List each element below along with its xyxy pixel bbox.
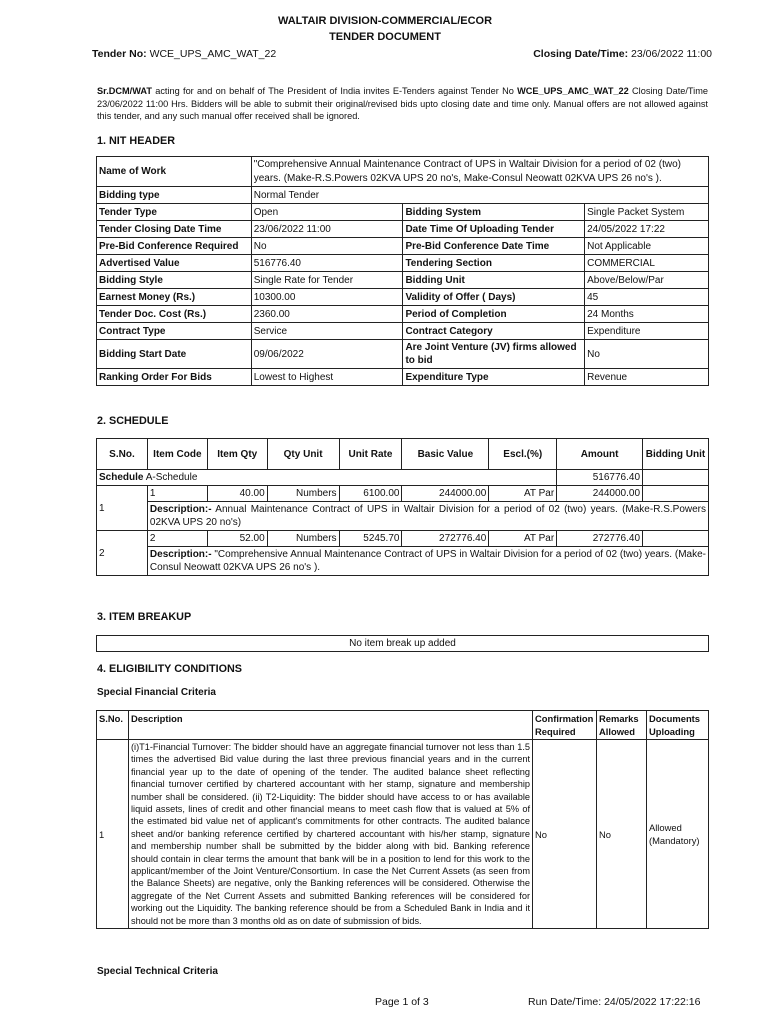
section-heading-schedule: 2. SCHEDULE: [97, 415, 169, 427]
table-row: [97, 531, 709, 547]
intro-text-1: acting for and on behalf of The President of India invites E-Tenders against Tender No: [151, 86, 518, 96]
schedule-name: A-Schedule: [145, 472, 198, 483]
nit-value: 23/06/2022 11:00: [251, 221, 403, 238]
closing-datetime-value: 23/06/2022 11:00: [631, 48, 712, 60]
schedule-table: [96, 438, 709, 576]
item-escalation: AT Par: [489, 531, 557, 547]
intro-paragraph: [97, 85, 708, 123]
nit-label: Date Time Of Uploading Tender: [403, 221, 585, 238]
eligibility-sno: 1: [97, 740, 129, 929]
description-label: Description:-: [149, 549, 212, 560]
nit-value: No: [251, 238, 403, 255]
nit-header-table: [96, 156, 709, 386]
item-breakup-message: No item break up added: [97, 636, 709, 652]
description-label: Description:-: [149, 504, 212, 515]
column-header: Basic Value: [402, 439, 489, 470]
nit-value: Not Applicable: [585, 238, 709, 255]
item-qty: 52.00: [207, 531, 267, 547]
nit-label: Validity of Offer ( Days): [403, 289, 585, 306]
special-financial-criteria-heading: Special Financial Criteria: [97, 687, 216, 698]
nit-label: Period of Completion: [403, 306, 585, 323]
intro-tender: WCE_UPS_AMC_WAT_22: [517, 86, 629, 96]
item-qty: 40.00: [207, 486, 267, 502]
nit-label: Ranking Order For Bids: [97, 369, 252, 386]
table-row: [97, 369, 709, 386]
column-header: Documents Uploading: [646, 711, 708, 740]
nit-value: 516776.40: [251, 255, 403, 272]
run-datetime-label: Run Date/Time:: [528, 996, 602, 1008]
nit-value: Lowest to Highest: [251, 369, 403, 386]
column-header: Amount: [557, 439, 643, 470]
table-header-row: [97, 439, 709, 470]
empty-cell: [643, 470, 709, 486]
table-row: [97, 323, 709, 340]
closing-datetime: [533, 48, 712, 60]
nit-label: Advertised Value: [97, 255, 252, 272]
table-row: [97, 486, 709, 502]
nit-label: Tender Closing Date Time: [97, 221, 252, 238]
nit-label: Earnest Money (Rs.): [97, 289, 252, 306]
tender-number: [92, 48, 276, 60]
nit-label: Pre-Bid Conference Required: [97, 238, 252, 255]
table-row: [97, 636, 709, 652]
intro-text-2: Closing Date/Time 23/06/2022 11:00 Hrs. Bidders will be able to submit their original/revised bids upto closing date and time only. Manual offers are not allowed against this tender, and any such manual offer received shall be ignored.: [97, 86, 708, 121]
nit-label: Bidding Unit: [403, 272, 585, 289]
nit-value: 10300.00: [251, 289, 403, 306]
nit-value: 24/05/2022 17:22: [585, 221, 709, 238]
nit-label: Are Joint Venture (JV) firms allowed to bid: [403, 340, 585, 369]
intro-org: Sr.DCM/WAT: [97, 86, 152, 96]
schedule-label: Schedule: [99, 472, 144, 483]
item-sno: 2: [97, 531, 148, 576]
column-header: Escl.(%): [489, 439, 557, 470]
schedule-name-cell: [97, 470, 557, 486]
item-description: [147, 547, 708, 576]
column-header: Remarks Allowed: [597, 711, 647, 740]
nit-label: Pre-Bid Conference Date Time: [403, 238, 585, 255]
nit-label: Bidding Style: [97, 272, 252, 289]
column-header: Bidding Unit: [643, 439, 709, 470]
column-header: Confirmation Required: [533, 711, 597, 740]
nit-label: Bidding System: [403, 204, 585, 221]
item-basic-value: 272776.40: [402, 531, 489, 547]
nit-label: Tendering Section: [403, 255, 585, 272]
empty-cell: [643, 531, 709, 547]
nit-label: Tender Type: [97, 204, 252, 221]
run-datetime-value: 24/05/2022 17:22:16: [604, 996, 701, 1008]
column-header: Item Qty: [207, 439, 267, 470]
column-header: Item Code: [147, 439, 207, 470]
item-escalation: AT Par: [489, 486, 557, 502]
item-unit: Numbers: [267, 486, 339, 502]
nit-value: 24 Months: [585, 306, 709, 323]
nit-label: Name of Work: [97, 157, 252, 187]
nit-label: Contract Type: [97, 323, 252, 340]
table-row: [97, 272, 709, 289]
section-heading-eligibility: 4. ELIGIBILITY CONDITIONS: [97, 663, 242, 675]
nit-value: Service: [251, 323, 403, 340]
run-datetime: [528, 996, 700, 1008]
item-unit: Numbers: [267, 531, 339, 547]
page-number: Page 1 of 3: [375, 996, 429, 1008]
eligibility-remarks: No: [597, 740, 647, 929]
nit-value: 09/06/2022: [251, 340, 403, 369]
table-row: [97, 547, 709, 576]
nit-label: Tender Doc. Cost (Rs.): [97, 306, 252, 323]
nit-value: Above/Below/Par: [585, 272, 709, 289]
nit-value: "Comprehensive Annual Maintenance Contract of UPS in Waltair Division for a period of 02 (two) years. (Make-R.S.Powers 02KVA UPS 20 no's, Make-Consul Neowatt 02KVA UPS 26 no's ).: [251, 157, 708, 187]
description-text: Annual Maintenance Contract of UPS in Waltair Division for a period of 02 (two) years. (Make-R.S.Powers 02KVA UPS 20 no's): [149, 504, 706, 528]
table-row: [97, 238, 709, 255]
item-breakup-table: [96, 635, 709, 652]
item-rate: 5245.70: [339, 531, 402, 547]
nit-value: Normal Tender: [251, 187, 708, 204]
nit-value: Open: [251, 204, 403, 221]
eligibility-documents: Allowed (Mandatory): [646, 740, 708, 929]
special-technical-criteria-heading: Special Technical Criteria: [97, 966, 218, 977]
column-header: S.No.: [97, 439, 148, 470]
nit-value: Single Rate for Tender: [251, 272, 403, 289]
table-row: [97, 470, 709, 486]
document-title-division: WALTAIR DIVISION-COMMERCIAL/ECOR: [277, 15, 493, 27]
table-row: [97, 502, 709, 531]
table-row: [97, 255, 709, 272]
item-amount: 244000.00: [557, 486, 643, 502]
section-heading-nit: 1. NIT HEADER: [97, 135, 175, 147]
nit-value: 2360.00: [251, 306, 403, 323]
nit-value: Expenditure: [585, 323, 709, 340]
schedule-amount: 516776.40: [557, 470, 643, 486]
nit-label: Expenditure Type: [403, 369, 585, 386]
tender-number-value: WCE_UPS_AMC_WAT_22: [149, 48, 277, 60]
item-basic-value: 244000.00: [402, 486, 489, 502]
eligibility-table: [96, 710, 709, 929]
tender-number-label: Tender No:: [92, 48, 147, 60]
item-description: [147, 502, 708, 531]
table-header-row: [97, 711, 709, 740]
nit-value: Revenue: [585, 369, 709, 386]
item-sno: 1: [97, 486, 148, 531]
nit-value: COMMERCIAL: [585, 255, 709, 272]
column-header: Description: [128, 711, 532, 740]
table-row: [97, 204, 709, 221]
empty-cell: [643, 486, 709, 502]
table-row: [97, 221, 709, 238]
section-heading-item-breakup: 3. ITEM BREAKUP: [97, 611, 192, 623]
item-rate: 6100.00: [339, 486, 402, 502]
item-code: 2: [147, 531, 207, 547]
table-row: [97, 740, 709, 929]
description-text: "Comprehensive Annual Maintenance Contract of UPS in Waltair Division for a period of 02 (two) years. (Make-Consul Neowatt 02KVA UPS 26 no's ).: [149, 549, 706, 573]
nit-value: Single Packet System: [585, 204, 709, 221]
nit-label: Contract Category: [403, 323, 585, 340]
table-row: [97, 289, 709, 306]
column-header: S.No.: [97, 711, 129, 740]
table-row: [97, 187, 709, 204]
closing-datetime-label: Closing Date/Time:: [533, 48, 629, 60]
nit-value: 45: [585, 289, 709, 306]
table-row: [97, 340, 709, 369]
item-amount: 272776.40: [557, 531, 643, 547]
column-header: Qty Unit: [267, 439, 339, 470]
nit-label: Bidding Start Date: [97, 340, 252, 369]
eligibility-description: (i)T1-Financial Turnover: The bidder should have an aggregate financial turnover not less than 1.5 times the advertised Bid value during the last three previous financial years and in the current financial year up to the date of opening of the tender. The audited balance sheet reflecting financial turnover certified by chartered accountant with her stamp, signature and membership number shall be considered. (ii) T2-Liquidity: The bidder should have access to or has available liquid assets, lines of credit and other financial means to meet cash flow that is valued at 5% of the estimated bid value net of applicant's commitments for other contracts. The audited balance sheet and/or banking reference certified by chartered accountant with his/her stamp, signature and membership number shall be submitted by the bidder along with bid. Banking reference should contain in clear terms the amount that bank will be in a position to lend for this work to the applicant/member of the Joint Venture/Consortium. In case the Net Current Assets (as seen from the Balance Sheets) are negative, only the Banking references will be considered. Otherwise the aggregate of the Net Current Assets and submitted Banking references will be considered for working out the Liquidity. The banking reference should be from a Scheduled Bank in India and it should not be more than 3 months old as on date of submission of bids.: [128, 740, 532, 929]
table-row: [97, 157, 709, 187]
column-header: Unit Rate: [339, 439, 402, 470]
nit-value: No: [585, 340, 709, 369]
document-title: TENDER DOCUMENT: [329, 31, 441, 43]
item-code: 1: [147, 486, 207, 502]
nit-label: Bidding type: [97, 187, 252, 204]
table-row: [97, 306, 709, 323]
eligibility-confirmation: No: [533, 740, 597, 929]
